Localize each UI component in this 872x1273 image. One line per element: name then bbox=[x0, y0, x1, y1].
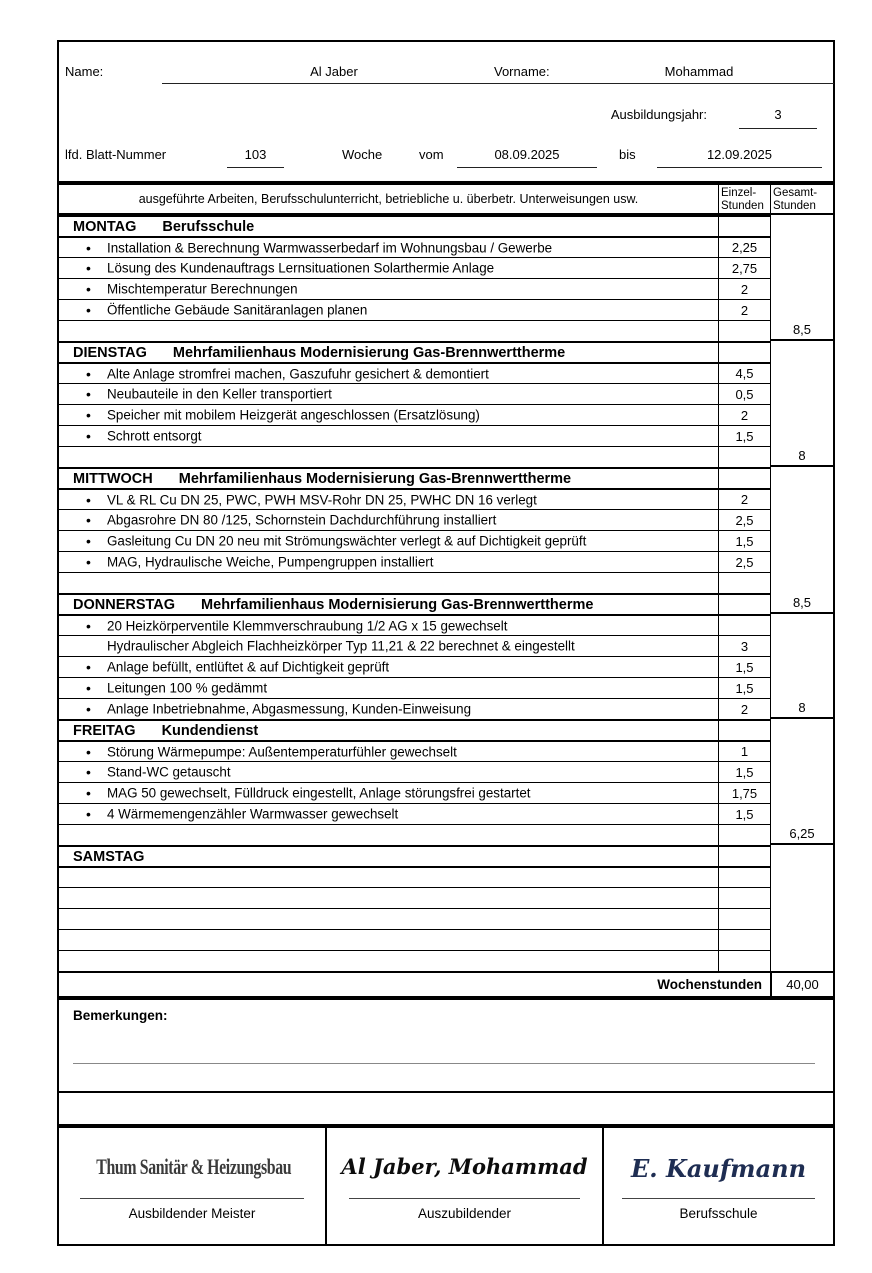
ausbildungsjahr-label: Ausbildungsjahr: bbox=[610, 107, 707, 122]
gesamt-block-freitag: 6,25 bbox=[771, 719, 833, 845]
gesamt-stunden-column bbox=[770, 215, 833, 971]
name-label: Name: bbox=[65, 64, 104, 79]
day-header-samstag: SAMSTAG bbox=[59, 845, 770, 866]
week-from-value: 08.09.2025 bbox=[494, 147, 560, 162]
einzel-hours: 2 bbox=[718, 490, 770, 509]
day-header-mittwoch: MITTWOCH Mehrfamilienhaus Modernisierung Gas-Brennwerttherme bbox=[59, 467, 770, 488]
form-frame bbox=[57, 40, 835, 1246]
table-row-empty bbox=[59, 950, 770, 971]
vom-label: vom bbox=[419, 147, 444, 162]
work-report-table bbox=[57, 183, 835, 998]
name-underline bbox=[162, 83, 834, 84]
einzel-hours: 2,5 bbox=[718, 510, 770, 530]
einzel-hours: 0,5 bbox=[718, 384, 770, 404]
einzel-stunden-header: Einzel- Stunden bbox=[718, 185, 770, 213]
table-row: • Installation & Berechnung Warmwasserbedarf im Wohnungsbau / Gewerbe 2,25 bbox=[59, 236, 770, 257]
einzel-hours: 4,5 bbox=[718, 364, 770, 383]
azubi-signature-line bbox=[349, 1198, 580, 1199]
azubi-label: Auszubildender bbox=[417, 1206, 512, 1221]
table-row: • Stand-WC getauscht 1,5 bbox=[59, 761, 770, 782]
table-row: • Störung Wärmepumpe: Außentemperaturfühler gewechselt 1 bbox=[59, 740, 770, 761]
table-row-empty bbox=[59, 824, 770, 845]
gesamt-stunden-header: Gesamt- Stunden bbox=[770, 185, 833, 213]
bemerkungen-label: Bemerkungen: bbox=[73, 1008, 168, 1023]
table-row: • VL & RL Cu DN 25, PWC, PWH MSV-Rohr DN 25, PWHC DN 16 verlegt 2 bbox=[59, 488, 770, 509]
table-row: • Speicher mit mobilem Heizgerät angeschlossen (Ersatzlösung) 2 bbox=[59, 404, 770, 425]
gesamt-block-dienstag: 8 bbox=[771, 341, 833, 467]
table-row-empty bbox=[59, 572, 770, 593]
table-row: • Anlage Inbetriebnahme, Abgasmessung, Kunden-Einweisung 2 bbox=[59, 698, 770, 719]
ausbildungsjahr-value: 3 bbox=[774, 107, 782, 122]
bemerkungen-box bbox=[57, 998, 835, 1093]
day-header-donnerstag: DONNERSTAG Mehrfamilienhaus Modernisierung Gas-Brennwerttherme bbox=[59, 593, 770, 614]
table-row-empty bbox=[59, 446, 770, 467]
table-row: • Lösung des Kundenauftrags Lernsituationen Solarthermie Anlage 2,75 bbox=[59, 257, 770, 278]
table-row: • MAG 50 gewechselt, Fülldruck eingestellt, Anlage störungsfrei gestartet 1,75 bbox=[59, 782, 770, 803]
day-header-montag: MONTAG Berufsschule bbox=[59, 215, 770, 236]
einzel-hours: 2 bbox=[718, 699, 770, 719]
week-to-value: 12.09.2025 bbox=[706, 147, 773, 162]
meister-signature: Thum Sanitär & Heizungsbau bbox=[96, 1154, 292, 1179]
einzel-hours: 1,5 bbox=[718, 804, 770, 824]
table-row: • Alte Anlage stromfrei machen, Gaszufuhr gesichert & demontiert 4,5 bbox=[59, 362, 770, 383]
blatt-nummer-label: lfd. Blatt-Nummer bbox=[65, 147, 167, 162]
table-row: • Leitungen 100 % gedämmt 1,5 bbox=[59, 677, 770, 698]
week-to-underline bbox=[657, 167, 822, 168]
einzel-hours: 2,5 bbox=[718, 552, 770, 572]
table-row: • Anlage befüllt, entlüftet & auf Dichtigkeit geprüft 1,5 bbox=[59, 656, 770, 677]
woche-label: Woche bbox=[342, 147, 383, 162]
table-row-empty bbox=[59, 320, 770, 341]
vorname-value: Mohammad bbox=[664, 64, 734, 79]
table-row: • Mischtemperatur Berechnungen 2 bbox=[59, 278, 770, 299]
vorname-label: Vorname: bbox=[494, 64, 550, 79]
einzel-hours: 2,25 bbox=[718, 238, 770, 257]
table-row-empty bbox=[59, 908, 770, 929]
table-row: • MAG, Hydraulische Weiche, Pumpengruppen installiert 2,5 bbox=[59, 551, 770, 572]
signature-box-meister bbox=[59, 1128, 325, 1244]
einzel-hours: 1,5 bbox=[718, 762, 770, 782]
table-row: • Neubauteile in den Keller transportiert 0,5 bbox=[59, 383, 770, 404]
einzel-hours: 2 bbox=[718, 279, 770, 299]
table-row: • Schrott entsorgt 1,5 bbox=[59, 425, 770, 446]
table-row-empty bbox=[59, 929, 770, 950]
signature-box-berufsschule bbox=[602, 1128, 833, 1244]
day-header-freitag: FREITAG Kundendienst bbox=[59, 719, 770, 740]
einzel-hours: 1,5 bbox=[718, 678, 770, 698]
table-row: • Abgasrohre DN 80 /125, Schornstein Dachdurchführung installiert 2,5 bbox=[59, 509, 770, 530]
signature-section bbox=[57, 1126, 835, 1246]
meister-signature-line bbox=[80, 1198, 303, 1199]
table-row-empty bbox=[59, 887, 770, 908]
table-row: • Öffentliche Gebäude Sanitäranlagen planen 2 bbox=[59, 299, 770, 320]
table-row: Hydraulischer Abgleich Flachheizkörper Typ 11,21 & 22 berechnet & eingestellt 3 bbox=[59, 635, 770, 656]
einzel-hours: 1,5 bbox=[718, 657, 770, 677]
einzel-hours: 1,75 bbox=[718, 783, 770, 803]
blatt-nummer-underline bbox=[227, 167, 284, 168]
empty-strip bbox=[57, 1093, 835, 1126]
bis-label: bis bbox=[619, 147, 636, 162]
gesamt-block-donnerstag: 8 bbox=[771, 614, 833, 719]
table-row: • 4 Wärmemengenzähler Warmwasser gewechselt 1,5 bbox=[59, 803, 770, 824]
gesamt-block-mittwoch: 8,5 bbox=[771, 467, 833, 614]
einzel-hours: 2,75 bbox=[718, 258, 770, 278]
einzel-hours: 2 bbox=[718, 405, 770, 425]
einzel-hours: 3 bbox=[718, 636, 770, 656]
bemerkungen-underline bbox=[73, 1063, 815, 1064]
berufsschule-signature: E. Kaufmann bbox=[630, 1154, 807, 1183]
week-from-underline bbox=[457, 167, 597, 168]
gesamt-block-samstag bbox=[771, 845, 833, 971]
einzel-hours bbox=[718, 616, 770, 635]
table-row: • 20 Heizkörperventile Klemmverschraubung 1/2 AG x 15 gewechselt bbox=[59, 614, 770, 635]
ausbildungsjahr-underline bbox=[739, 128, 817, 129]
azubi-signature: Al Jaber, Mohammad bbox=[341, 1154, 588, 1179]
berufsschule-label: Berufsschule bbox=[679, 1206, 758, 1221]
table-row: • Gasleitung Cu DN 20 neu mit Strömungswächter verlegt & auf Dichtigkeit geprüft 1,5 bbox=[59, 530, 770, 551]
work-column-header: ausgeführte Arbeiten, Berufsschulunterricht, betriebliche u. überbetr. Unterweisungen usw. bbox=[138, 192, 639, 206]
name-value: Al Jaber bbox=[310, 64, 358, 79]
einzel-hours: 1,5 bbox=[718, 531, 770, 551]
signature-box-azubi bbox=[325, 1128, 602, 1244]
einzel-hours: 1 bbox=[718, 742, 770, 761]
blatt-nummer-value: 103 bbox=[244, 147, 267, 162]
einzel-hours: 2 bbox=[718, 300, 770, 320]
wochenstunden-row bbox=[59, 971, 833, 996]
einzel-hours: 1,5 bbox=[718, 426, 770, 446]
wochenstunden-value: 40,00 bbox=[770, 973, 833, 996]
table-row-empty bbox=[59, 866, 770, 887]
header-box bbox=[57, 40, 835, 183]
table-header-row bbox=[59, 185, 833, 215]
gesamt-block-montag: 8,5 bbox=[771, 215, 833, 341]
meister-label: Ausbildender Meister bbox=[128, 1206, 256, 1221]
wochenstunden-label: Wochenstunden bbox=[657, 977, 762, 992]
berufsschule-signature-line bbox=[622, 1198, 814, 1199]
day-header-dienstag: DIENSTAG Mehrfamilienhaus Modernisierung Gas-Brennwerttherme bbox=[59, 341, 770, 362]
